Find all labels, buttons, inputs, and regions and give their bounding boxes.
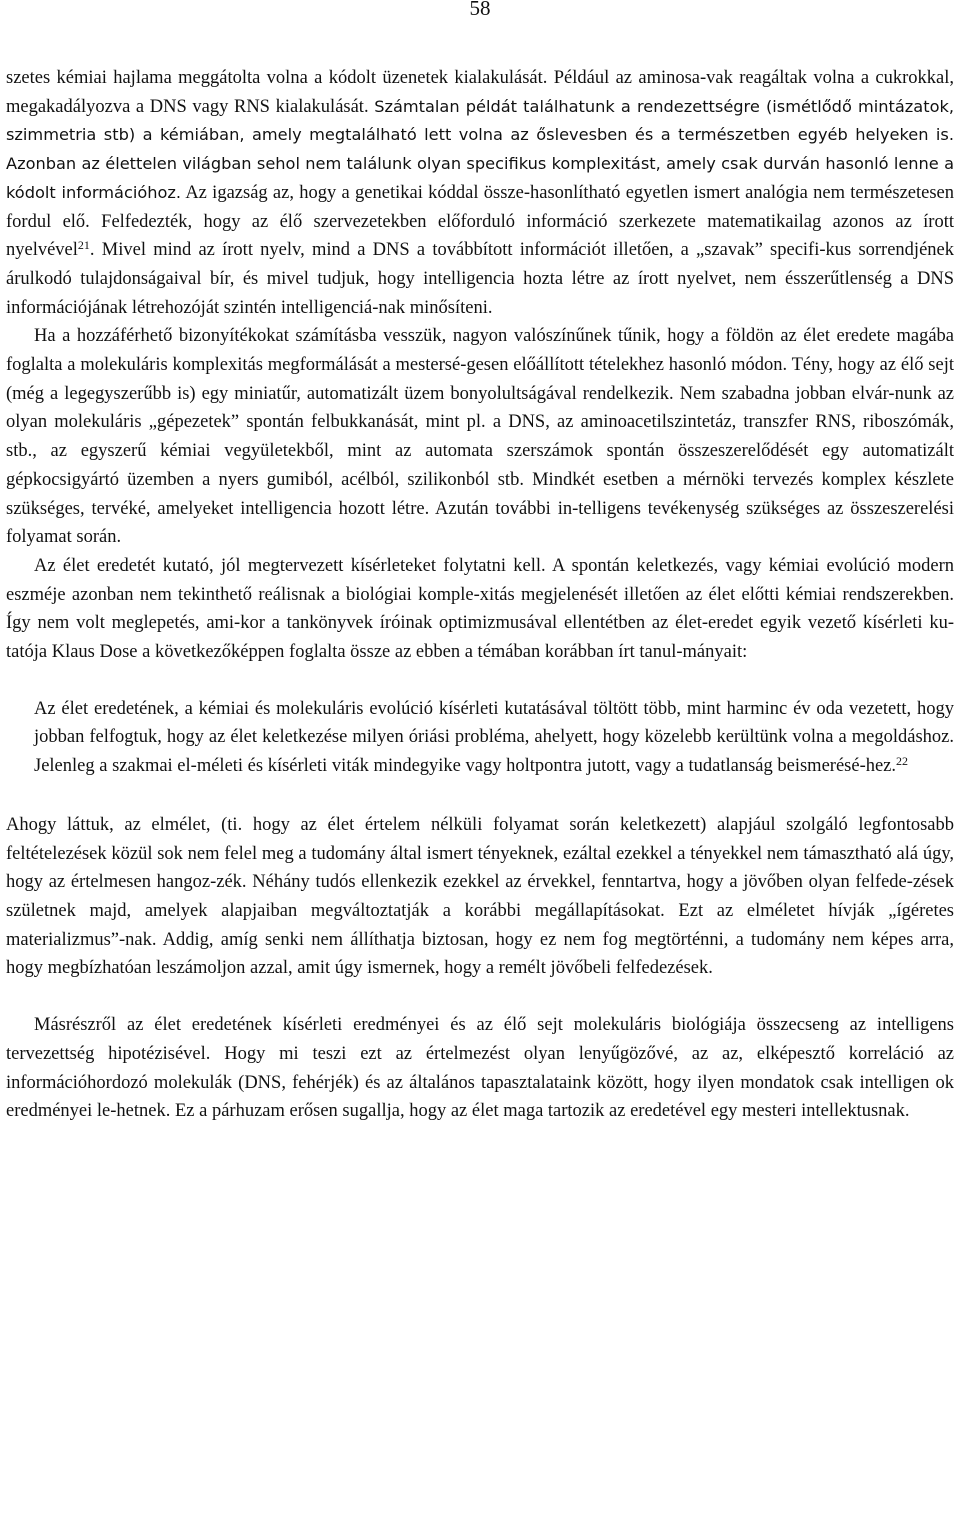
paragraph-2: Ha a hozzáférhető bizonyítékokat számításba vesszük, nagyon valószínűnek tűnik, hogy a földön az élet eredete magába foglalta a molekuláris komplexitás megformálását a mestersé-gesen előállított tételekhez hasonló módon. Tény, hogy az élő sejt (még a legegyszerűbb is) egy miniatűr, automatizált üzem bonyolultságával rendelkezik. Nem szabadna jobban elvár-nunk az olyan molekuláris „gépezetek” spontán felbukkanását, mint pl. a DNS, az aminoacetilszintetáz, transzfer RNS, riboszómák, stb., az egyszerű kémiai vegyületekből, mint az automata szerszámok spontán összeszerelődését egy automatizált gépkocsigyártó üzemben a nyers gumiból, acélból, szilikonból stb. Mindkét esetben a mérnöki tervezés komplex készlete szükséges, tervéké, amelyeket intelligencia hozott létre. Azután további in-telligens tevékenység szükséges az összeszerelési folyamat során. [6, 326, 954, 548]
block-quote-text: Az élet eredetének, a kémiai és molekuláris evolúció kísérleti kutatásával töltött több, mint harminc év oda vezetett, hogy jobban felfogtuk, hogy az élet keletkezése milyen óriási probléma, ahelyett, hogy közelebb kerültünk volna a megoldáshoz. Jelenleg a szakmai el-méleti és kísérleti viták mindegyike vagy holtpontra jutott, vagy a tudatlanság beismerésé-hez. [34, 698, 954, 777]
paragraph-1 [6, 64, 954, 322]
paragraph-1-part-d: . Mivel mind az írott nyelv, mind a DNS a továbbított információt illetően, a „szavak” specifi-kus sorrendjének árulkodó tulajdonságaival bír, és mivel tudjuk, hogy intelligencia hozta létre az írott nyelvet, nem ésszerűtlenség a DNS információjának létrehozóját szintén intelligenciá-nak minősíteni. [6, 240, 954, 318]
footnote-ref-22: 22 [896, 754, 909, 769]
paragraph-4: Ahogy láttuk, az elmélet, (ti. hogy az élet értelem nélküli folyamat során keletkezett) alapjául szolgáló legfontosabb feltételezések közül sok nem felel meg a tudomány által ismert tényeknek, ezáltal ezekkel a tényekkel nem támasztható alá úgy, hogy az értelmesen hangoz-zék. Néhány tudós ellenkezik ezekkel az érvekkel, fenntartva, hogy a jövőben olyan felfede-zések születnek majd, amelyek alapjaiban megváltoztatják a korábbi megállapításokat. Ezt az elméletet hívják „ígéretes materializmus”-nak. Addig, amíg senki nem állíthatja biztosan, hogy ez nem fog megtörténni, a tudomány nem képes arra, hogy megbízhatóan leszámoljon azzal, amit úgy ismernek, hogy a remélt jövőbeli felfedezések. [6, 814, 954, 979]
page-body [6, 64, 954, 1126]
footnote-ref-21: 21 [77, 238, 90, 253]
paragraph-1-part-b: Számtalan példát találhatunk a rendezettségre (ismétlődő mintázatok, szimmetria stb) a kémiában, amely megtalálható lett volna az őslevesben és a természetben egyéb helyeken is. Azonban az élettelen világban sehol nem találunk olyan specifikus komplexitást, amely csak durván hasonló lenne a kódolt információhoz. [6, 96, 954, 202]
page-number: 58 [469, 0, 491, 20]
paragraph-1-part-c: Az igazság az, hogy a genetikai kóddal össze-hasonlítható egyetlen ismert analógia nem természetesen fordul elő. Felfedezték, hogy az élő szervezetekben előforduló információ szerkezete matematikailag azonos az írott nyelvével [6, 182, 954, 261]
block-quote [34, 695, 954, 781]
paragraph-3: Az élet eredetét kutató, jól megtervezett kísérleteket folytatni kell. A spontán keletkezés, vagy kémiai evolúció modern eszméje azonban nem tekinthető reálisnak a biológiai komple-xitás megjelenését illetően az élet előtti kémiai rendszerekben. Így nem volt meglepetés, ami-kor a tankönyvek íróinak optimizmusával ellentétben az élet-eredet egyik vezető kísérleti ku-tatója Klaus Dose a következőképpen foglalta össze az ebben a témában korábban írt tanul-mányait: [6, 555, 954, 663]
paragraph-5: Másrészről az élet eredetének kísérleti eredményei és az élő sejt molekuláris biológiája összecseng az intelligens tervezettség hipotézisével. Hogy mi teszi ezt az értelmezést olyan lenyűgözővé, az az, elképesztő korreláció az információhordozó molekulák (DNS, fehérjék) és az általános tapasztalataink között, hogy ilyen mondatok csak intelligen ok eredményei le-hetnek. Ez a párhuzam erősen sugallja, hogy az élet maga tartozik az eredetével egy mesteri intellektusnak. [6, 1015, 954, 1122]
paragraph-1-part-a: szetes kémiai hajlama meggátolta volna a kódolt üzenetek kialakulását. Például az aminosa-vak reagáltak volna a cukrokkal, megakadályozva a DNS vagy RNS kialakulását. [6, 68, 954, 117]
